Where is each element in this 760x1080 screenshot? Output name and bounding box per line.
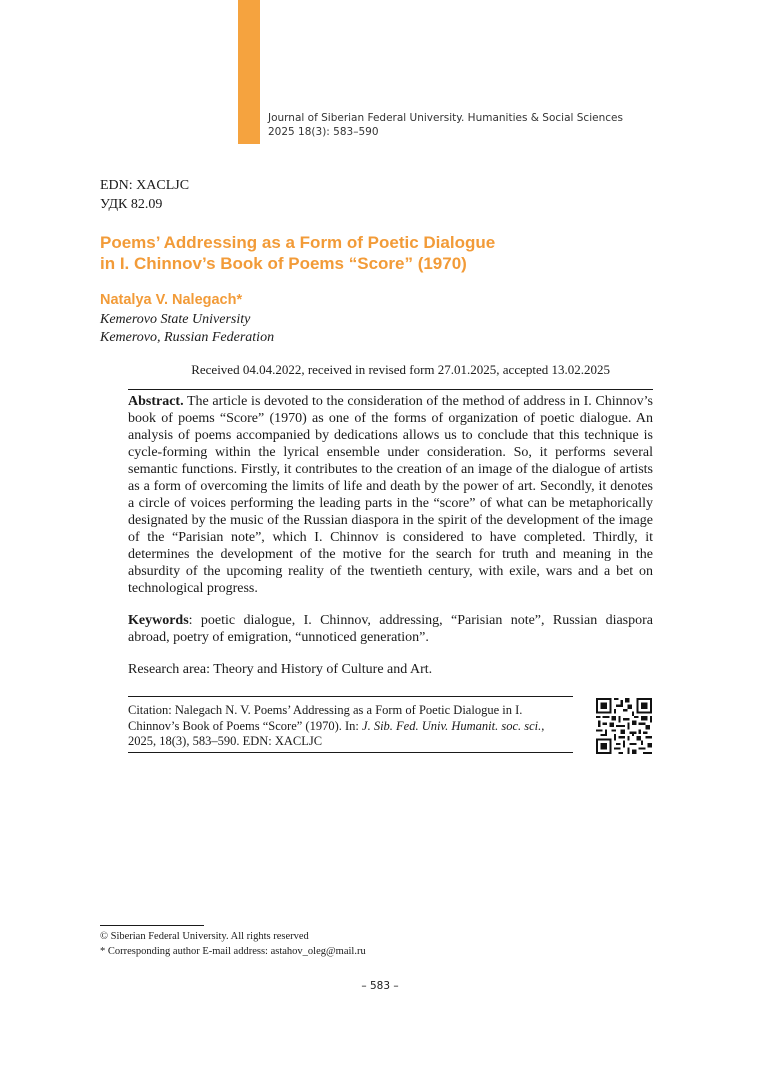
keywords-text: : poetic dialogue, I. Chinnov, addressing, “Parisian note”, Russian diaspora abroad, poetry of emigration, “unnoticed generation”. — [128, 613, 653, 645]
abstract-label: Abstract. — [128, 394, 184, 409]
citation-journal: J. Sib. Fed. Univ. Humanit. soc. sci. — [362, 718, 542, 733]
edn-code: EDN: XACLJC — [100, 178, 190, 193]
author-name: Natalya V. Nalegach* — [100, 292, 243, 308]
citation — [128, 703, 573, 750]
citation-top-rule — [128, 696, 573, 697]
keywords — [128, 612, 653, 646]
journal-name: Journal of Siberian Federal University. Humanities & Social Sciences — [268, 112, 623, 124]
affiliation-university: Kemerovo State University — [100, 312, 251, 327]
udk-code: УДК 82.09 — [100, 197, 163, 212]
received-dates: Received 04.04.2022, received in revised form 27.01.2025, accepted 13.02.2025 — [191, 362, 610, 377]
citation-text-1: Citation: Nalegach N. V. Poems’ Addressing as a Form of Poetic Dialogue in I. Chinnov’s Book of Poems “Score” (1970). In: — [128, 703, 523, 733]
footnote-rule — [100, 925, 204, 926]
qr-code-icon[interactable] — [596, 698, 652, 754]
journal-header — [268, 112, 623, 139]
title-line-1: Poems’ Addressing as a Form of Poetic Dialogue — [100, 233, 496, 252]
title-line-2: in I. Chinnov’s Book of Poems “Score” (1970) — [100, 254, 467, 273]
article-title — [100, 232, 660, 274]
citation-bottom-rule — [128, 752, 573, 753]
corresponding-author-note: * Corresponding author E-mail address: astahov_oleg@mail.ru — [100, 946, 366, 957]
article-identifiers — [100, 176, 189, 214]
abstract — [128, 393, 653, 597]
abstract-top-rule — [128, 389, 653, 390]
citation-text-2: , 2025, 18(3), 583–590. EDN: XACLJC — [128, 718, 545, 748]
affiliation-location: Kemerovo, Russian Federation — [100, 330, 275, 345]
page-number: – 583 – — [361, 980, 399, 992]
copyright-note: © Siberian Federal University. All rights reserved — [100, 931, 309, 942]
keywords-label: Keywords — [128, 613, 189, 628]
author-affiliation — [100, 311, 274, 347]
research-area: Research area: Theory and History of Culture and Art. — [128, 662, 433, 677]
header-accent-bar — [238, 0, 260, 144]
abstract-text: The article is devoted to the consideration of the method of address in I. Chinnov’s book of poems “Score” (1970) as one of the forms of organization of poetic dialogue. An analysis of poems accompanied by dedications allows us to conclude that this technique is cycle-forming within the lyrical ensemble under consideration. So, it performs several semantic functions. Firstly, it contributes to the creation of an image of the dialogue of artists as a form of overcoming the limits of life and death by the power of art. Secondly, it denotes a circle of voices performing the leading parts in the “score” of what can be metaphorically designated by the music of the Russian diaspora in the spirit of the development of the image of the “Parisian note”, which I. Chinnov is considered to have completed. Thirdly, it determines the development of the motive for the search for truth and meaning in the absurdity of the upcoming reality of the twentieth century, with exile, wars and a bet on technological progress. — [128, 394, 653, 596]
journal-issue: 2025 18(3): 583–590 — [268, 125, 379, 138]
footnotes — [100, 929, 366, 959]
